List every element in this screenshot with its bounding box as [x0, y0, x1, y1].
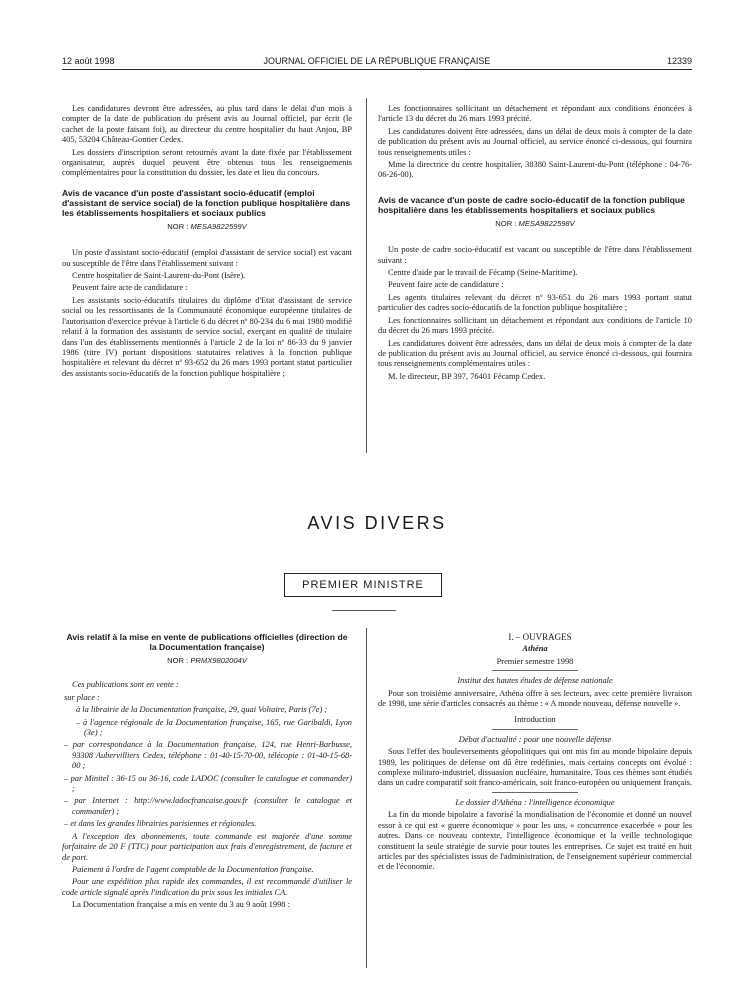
paragraph: Les agents titulaires relevant du décret nº 93-651 du 26 mars 1993 portant statut particulier des cadres socio-éducatifs de la fonction publique hospitalière ; [378, 292, 692, 313]
paragraph: Centre d'aide par le travail de Fécamp (Seine-Maritime). [388, 268, 578, 278]
paragraph: Les fonctionnaires sollicitant un détachement et répondant aux conditions énoncées à l'article 13 du décret du 26 mars 1993 précité. [378, 104, 692, 124]
notice-title: Avis relatif à la mise en vente de publications officielles (direction de la Documentation française) [66, 632, 348, 652]
list-item: Ces publications sont en vente : [72, 680, 179, 690]
paragraph: Paiement à l'ordre de l'agent comptable de la Documentation française. [72, 864, 314, 874]
journal-name: Athéna [522, 644, 548, 654]
subheading: Le dossier d'Athéna : l'intelligence économique [455, 797, 615, 807]
paragraph: Les fonctionnaires sollicitant un détachement et répondant aux conditions de l'article 10 du décret du 26 mars 1993 précité. [378, 315, 692, 336]
paragraph: Les assistants socio-éducatifs titulaires du diplôme d'Etat d'assistant de service social ou les ressortissants de la Communauté économique européenne titulaires de l'autorisation d'exercice prévue à l'article 6 du décret nº 80-234 du 6 mai 1980 modifié relatif à la formation des assistants de service social, exerçant en qualité de titulaire dans l'un des établissements mentionnés à l'article 2 de la loi nº 86-33 du 9 janvier 1986 (titre IV) portant dispositions statutaires relatives à la fonction publique hospitalière et relevant du décret nº 93-652 du 26 mars 1993 portant statut particulier des assistants socio-éducatifs de la fonction publique hospitalière ; [62, 295, 352, 378]
nor-reference: NOR : PRMX9802004V [167, 656, 247, 665]
header-date: 12 août 1998 [62, 56, 115, 66]
paragraph: M. le directeur, BP 397, 76401 Fécamp Cedex. [388, 371, 546, 381]
paragraph: Peuvent faire acte de candidature : [388, 280, 504, 290]
paragraph: La fin du monde bipolaire a favorisé la mondialisation de l'économie et donné un nouvel essor à ce qui est « guerre économique » pour les uns, « concurrence exacerbée » pour les autres. Dans ce nouveau contexte, l'intelligence économique et la veille technologique constituent la seule stratégie de survie pour toutes les entreprises. Ce sujet est traité en huit articles par des spécialistes issus de l'administration, de l'enseignement supérieur commercial et de l'économie. [378, 810, 692, 872]
paragraph: Les dossiers d'inscription seront retournés avant la date fixée par l'établissement organisateur, auprès duquel peuvent être obtenus tous les renseignements complémentaires pour la constitution du dossier, les date et lieu du concours. [62, 147, 352, 178]
header-page-number: 12339 [666, 56, 692, 66]
paragraph: Centre hospitalier de Saint-Laurent-du-Pont (Isère). [72, 271, 246, 281]
paragraph: Pour son troisième anniversaire, Athéna offre à ses lecteurs, avec cette première livraison de 1998, une série d'articles consacrés au thème : « A monde nouveau, défense nouvelle ». [378, 688, 692, 709]
top-right-column [378, 104, 692, 384]
section-box-premier-ministre: PREMIER MINISTRE [284, 573, 442, 597]
paragraph: Mme la directrice du centre hospitalier, 38380 Saint-Laurent-du-Pont (téléphone : 04-76-06-26-00). [378, 160, 692, 180]
short-rule [332, 610, 396, 611]
paragraph: A l'exception des abonnements, toute commande est majorée d'une somme forfaitaire de 20 F (TTC) pour participation aux frais d'enregistrement, de facture et de port. [62, 831, 352, 862]
paragraph: Les candidatures doivent être adressées, dans un délai de deux mois à compter de la date de publication du présent avis au Journal officiel, au service énoncé ci-dessous, qui fournira tous renseignements complémentaires utiles : [378, 338, 692, 369]
section-title: I. – OUVRAGES [508, 632, 572, 642]
header-rule [62, 69, 692, 70]
bottom-right-column [378, 632, 692, 875]
notice-title: Avis de vacance d'un poste de cadre socio-éducatif de la fonction publique hospitalière dans les établissements hospitaliers et sociaux publics [378, 194, 685, 215]
short-rule [492, 729, 578, 730]
list-item: – par correspondance à la Documentation française, 124, rue Henri-Barbusse, 93308 Aubervilliers Cedex, téléphone : 01-40-15-70-00, télécopie : 01-40-15-68-00 ; [64, 740, 352, 771]
paragraph: Pour une expédition plus rapide des commandes, il est recommandé d'utiliser le code article signalé après l'indication du prix sous les initiales CA. [62, 877, 352, 897]
top-left-column [62, 104, 352, 381]
short-rule [492, 792, 578, 793]
paragraph: Un poste de cadre socio-éducatif est vacant ou susceptible de l'être dans l'établissement suivant : [378, 245, 692, 265]
subheading: Introduction [514, 715, 556, 725]
list-item: – par Minitel : 36-15 ou 36-16, code LADOC (consulter le catalogue et commander) ; [64, 773, 352, 794]
paragraph: Peuvent faire acte de candidature : [72, 283, 188, 293]
column-divider [366, 628, 367, 968]
paragraph: Les candidatures devront être adressées, au plus tard dans le délai d'un mois à compter de la date de publication du présent avis au Journal officiel, par écrit (le cachet de la poste faisant foi), au directeur du centre hospitalier du haut Anjou, BP 405, 53204 Château-Gontier Cedex. [62, 104, 352, 145]
bottom-left-column [62, 632, 352, 913]
header-title: JOURNAL OFFICIEL DE LA RÉPUBLIQUE FRANÇAISE [263, 56, 491, 66]
paragraph: La Documentation française a mis en vente du 3 au 9 août 1998 : [72, 900, 290, 910]
nor-reference: NOR : MESA9822599V [167, 221, 247, 231]
paragraph: Les candidatures doivent être adressées, dans un délai de deux mois à compter de la date de publication du présent avis au Journal officiel, au service énoncé ci-dessous, qui fournira tous renseignements utiles : [378, 126, 692, 157]
section-heading-avis-divers: AVIS DIVERS [307, 513, 447, 533]
column-divider [366, 98, 367, 453]
paragraph: Un poste d'assistant socio-éducatif (emploi d'assistant de service social) est vacant ou susceptible de l'être dans l'établissement suivant : [62, 248, 352, 268]
list-item: sur place : [64, 692, 100, 702]
semester: Premier semestre 1998 [496, 656, 574, 666]
list-item: – et dans les grandes librairies parisiennes et régionales. [64, 819, 257, 829]
subheading: Débat d'actualité : pour une nouvelle défense [458, 734, 612, 744]
list-item: – par Internet : http://www.ladocfrancaise.gouv.fr (consulter le catalogue et commander) ; [64, 796, 352, 816]
institute: Institut des hautes études de défense nationale [457, 676, 613, 686]
nor-reference: NOR : MESA9822598V [495, 218, 575, 228]
notice-title: Avis de vacance d'un poste d'assistant socio-éducatif (emploi d'assistant de service social) de la fonction publique hospitalière dans les établissements hospitaliers et sociaux publics [62, 187, 351, 218]
paragraph: Sous l'effet des bouleversements géopolitiques qui ont mis fin au monde bipolaire depuis 1989, les politiques de défense ont dû être redéfinies, mais certains concepts ont évolué : complexe militaro-industriel, dissuasion nucléaire, humanitaire. Tous ces thèmes sont étudiés dans un cadre comparatif soit franco-américain, soit franco-européen ou uniquement français. [378, 747, 692, 788]
short-rule [492, 670, 578, 671]
list-item: à la librairie de la Documentation française, 29, quai Voltaire, Paris (7e) ; [76, 705, 328, 715]
list-item: – à l'agence régionale de la Documentation française, 165, rue Garibaldi, Lyon (3e) ; [76, 717, 352, 738]
